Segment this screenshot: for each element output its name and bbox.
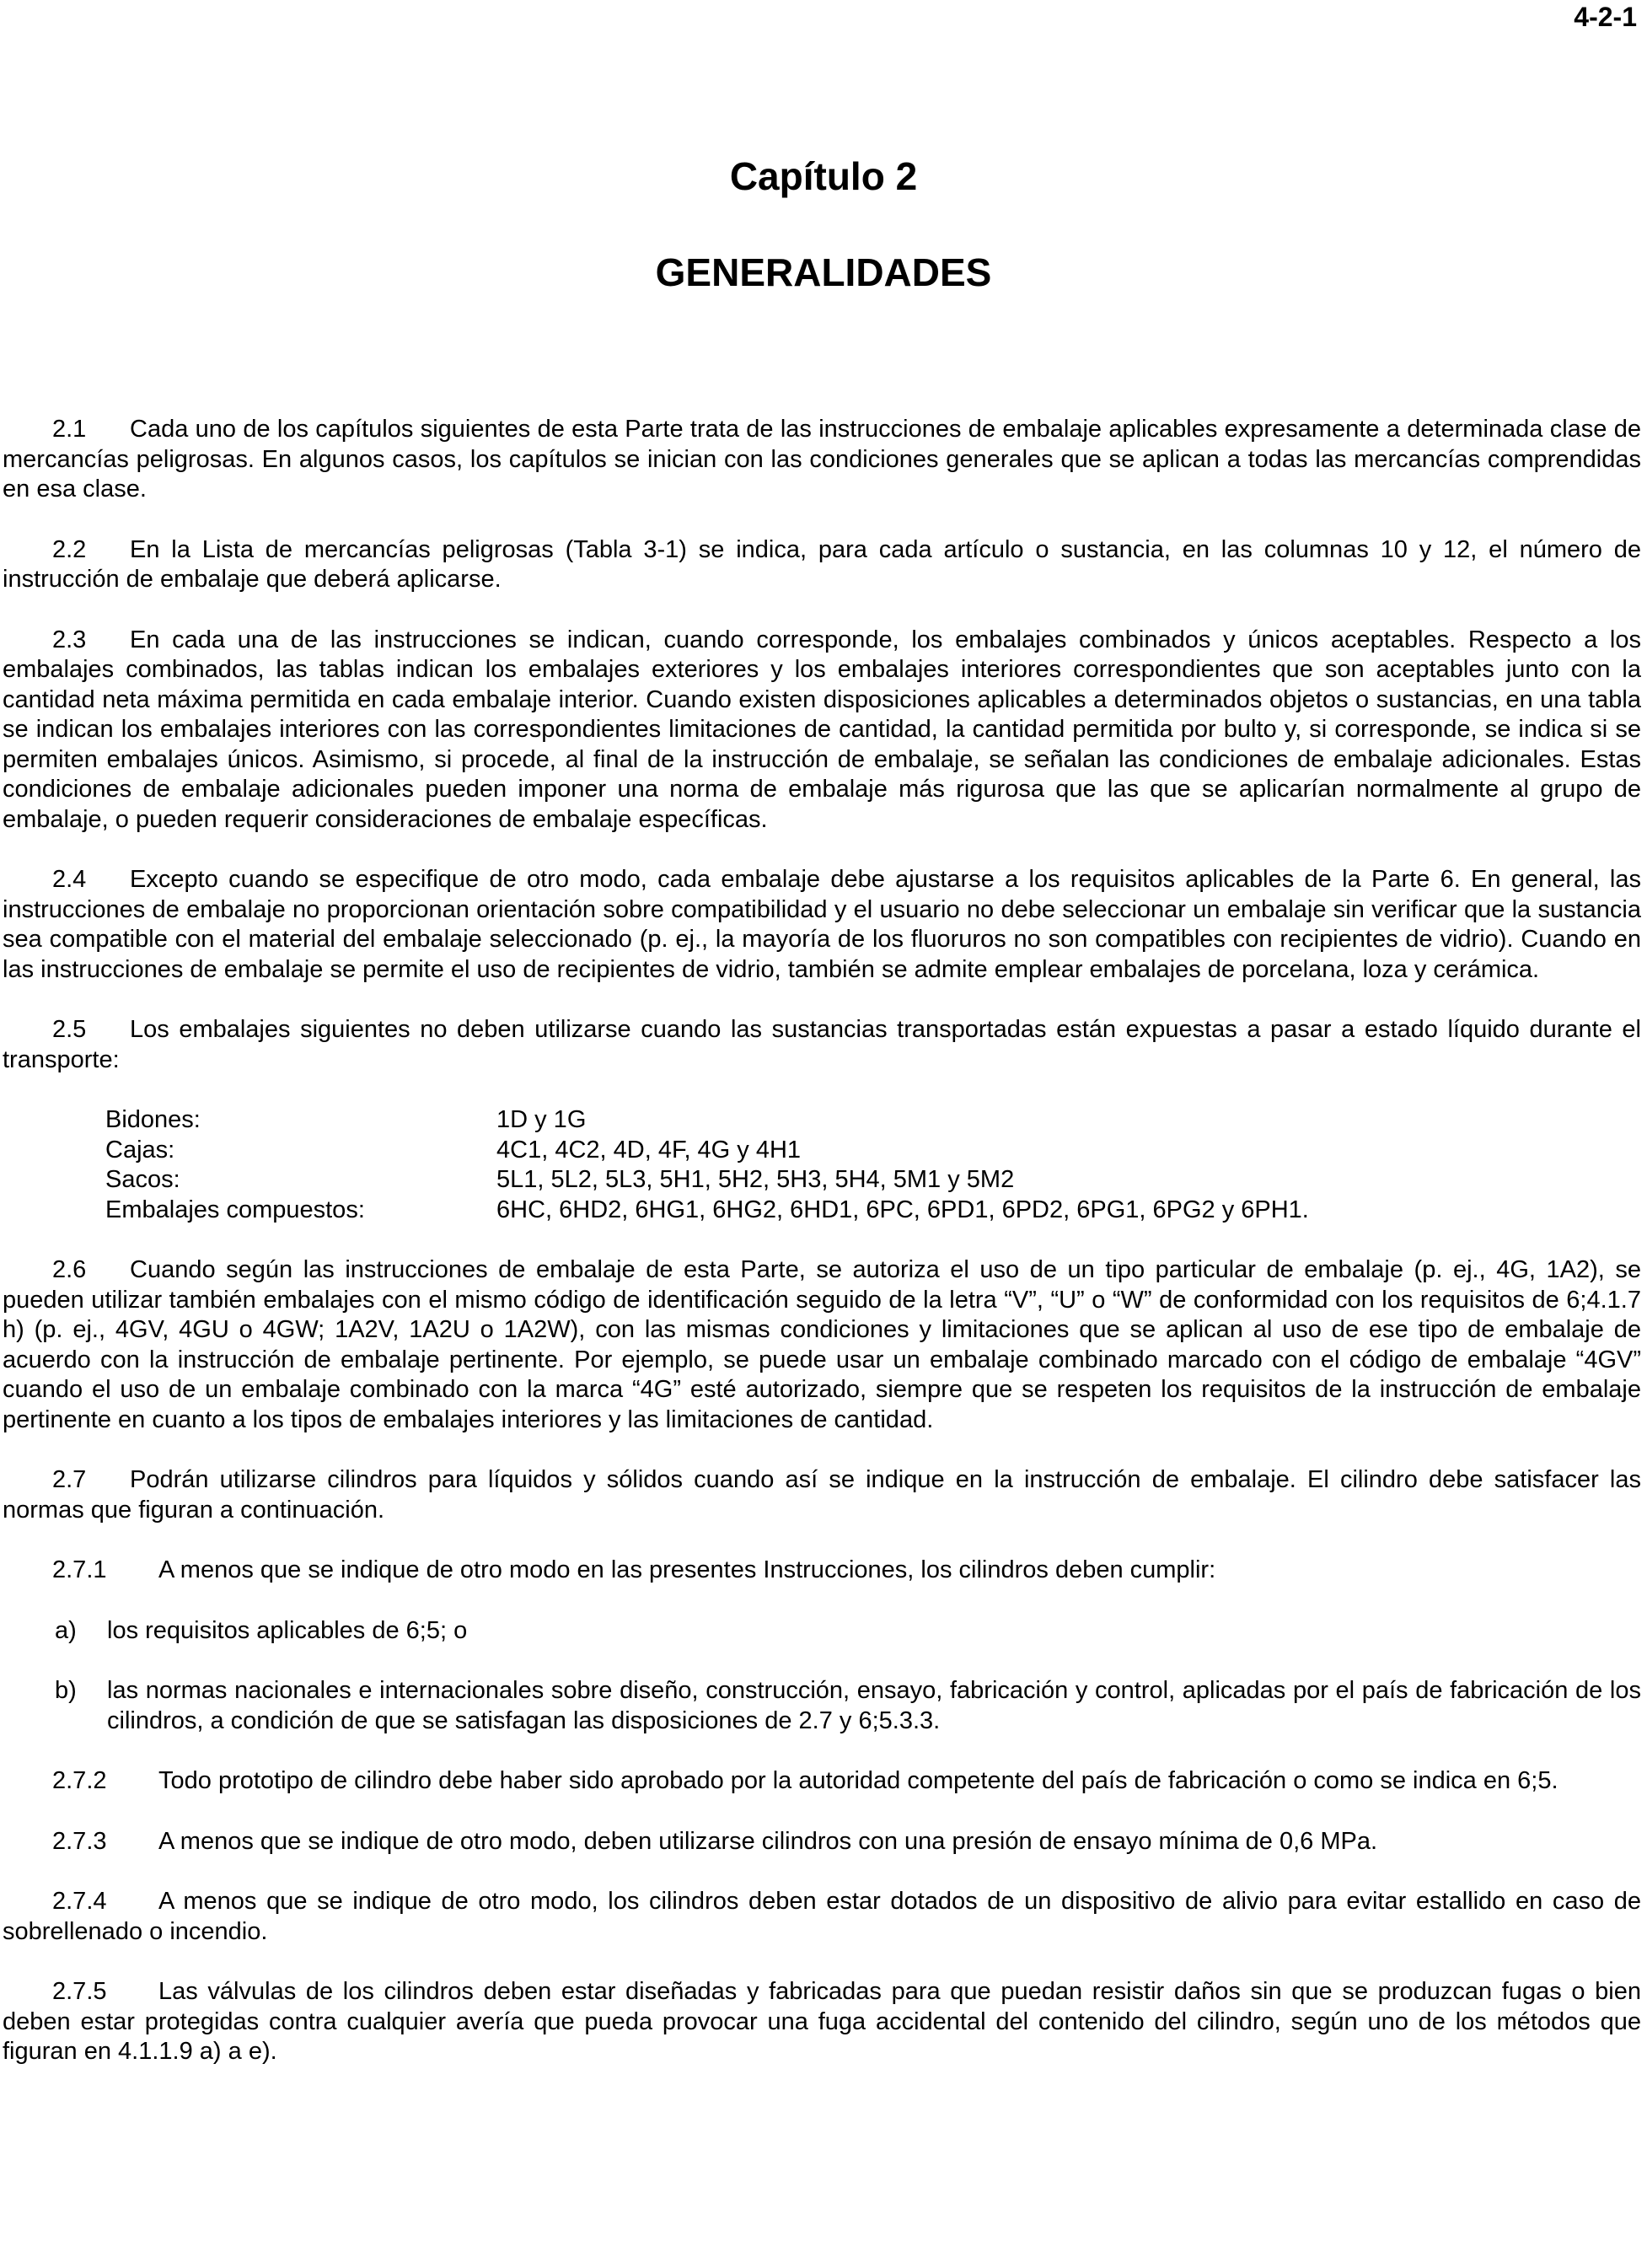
paragraph-number: 2.2	[52, 535, 87, 563]
paragraph-text: Todo prototipo de cilindro debe haber sido aprobado por la autoridad competente del país de fabricación o como se indica en 6;5.	[158, 1767, 1558, 1794]
list-item-b	[3, 1676, 1641, 1736]
list-item	[105, 1136, 1309, 1166]
paragraph-2-2	[3, 535, 1641, 595]
paragraph-number: 2.6	[52, 1256, 87, 1283]
paragraph-number: 2.7.2	[52, 1767, 107, 1794]
list-item-value: 5L1, 5L2, 5L3, 5H1, 5H2, 5H3, 5H4, 5M1 y 5M2	[496, 1166, 1015, 1193]
paragraph-2-7-5	[3, 1977, 1641, 2067]
paragraph-2-1	[3, 415, 1641, 505]
list-item-label: Sacos:	[105, 1166, 180, 1193]
paragraph-text: Los embalajes siguientes no deben utilizarse cuando las sustancias transportadas están expuestas a pasar a estado líquido durante el transporte:	[3, 1016, 1641, 1073]
paragraph-number: 2.4	[52, 866, 87, 893]
paragraph-2-3	[3, 626, 1641, 836]
paragraph-text: Las válvulas de los cilindros deben estar diseñadas y fabricadas para que puedan resistir daños sin que se produzcan fugas o bien deben estar protegidas contra cualquier avería que pueda provocar una fuga accidental del contenido del cilindro, según uno de los métodos que figuran en 4.1.1.9 a) a e).	[3, 1978, 1641, 2065]
paragraph-2-6	[3, 1255, 1641, 1435]
list-item-a	[3, 1616, 1641, 1647]
list-item-label: Embalajes compuestos:	[105, 1196, 365, 1223]
paragraph-2-5	[3, 1015, 1641, 1075]
section-title: GENERALIDADES	[655, 250, 992, 294]
list-item-value: 1D y 1G	[496, 1106, 587, 1133]
paragraph-2-7-4	[3, 1887, 1641, 1947]
paragraph-2-7-2	[3, 1766, 1641, 1797]
list-item-label: Bidones:	[105, 1106, 201, 1133]
paragraph-2-4	[3, 865, 1641, 985]
paragraph-number: 2.5	[52, 1016, 87, 1043]
document-body	[3, 415, 1641, 2098]
paragraph-number: 2.7	[52, 1466, 87, 1493]
paragraph-text: Cuando según las instrucciones de embalaje de esta Parte, se autoriza el uso de un tipo particular de embalaje (p. ej., 4G, 1A2), se pueden utilizar también embalajes con el mismo código de identificación seguido de la letra “V”, “U” o “W” de conformidad con los requisitos de 6;4.1.7 h) (p. ej., 4GV, 4GU o 4GW; 1A2V, 1A2U o 1A2W), con las mismas condiciones y limitaciones que se aplican al uso de ese tipo de embalaje de acuerdo con la instrucción de embalaje pertinente. Por ejemplo, se puede usar un embalaje combinado marcado con el código de embalaje “4GV” cuando el uso de un embalaje combinado con la marca “4G” esté autorizado, siempre que se respeten los requisitos de la instrucción de embalaje pertinente en cuanto a los tipos de embalajes interiores y las limitaciones de cantidad.	[3, 1256, 1641, 1433]
paragraph-number: 2.1	[52, 416, 87, 443]
paragraph-number: 2.3	[52, 626, 87, 653]
paragraph-text: Podrán utilizarse cilindros para líquidos y sólidos cuando así se indique en la instrucción de embalaje. El cilindro debe satisfacer las normas que figuran a continuación.	[3, 1466, 1641, 1524]
paragraph-number: 2.7.5	[52, 1978, 107, 2005]
paragraph-text: A menos que se indique de otro modo, los cilindros deben estar dotados de un dispositivo de alivio para evitar estallido en caso de sobrellenado o incendio.	[3, 1888, 1641, 1945]
paragraph-text: Cada uno de los capítulos siguientes de esta Parte trata de las instrucciones de embalaje aplicables expresamente a determinada clase de mercancías peligrosas. En algunos casos, los capítulos se inician con las condiciones generales que se aplican a todas las mercancías comprendidas en esa clase.	[3, 416, 1641, 503]
page-number: 4-2-1	[1574, 2, 1637, 32]
paragraph-number: 2.7.3	[52, 1827, 107, 1855]
list-item	[105, 1165, 1309, 1196]
list-item-label: Cajas:	[105, 1136, 175, 1164]
paragraph-text: Excepto cuando se especifique de otro modo, cada embalaje debe ajustarse a los requisitos aplicables de la Parte 6. En general, las instrucciones de embalaje no proporcionan orientación sobre compatibilidad y el usuario no debe seleccionar un embalaje sin verificar que la sustancia sea compatible con el material del embalaje seleccionado (p. ej., la mayoría de los fluoruros no son compatibles con recipientes de vidrio). Cuando en las instrucciones de embalaje se permite el uso de recipientes de vidrio, también se admite emplear embalajes de porcelana, loza y cerámica.	[3, 866, 1641, 983]
paragraph-number: 2.7.4	[52, 1888, 107, 1915]
paragraph-text: A menos que se indique de otro modo en las presentes Instrucciones, los cilindros deben cumplir:	[158, 1556, 1216, 1583]
item-letter: b)	[55, 1677, 77, 1704]
item-text: las normas nacionales e internacionales sobre diseño, construcción, ensayo, fabricación y control, aplicadas por el país de fabricación de los cilindros, a condición de que se satisfagan las disposiciones de 2.7 y 6;5.3.3.	[107, 1677, 1641, 1734]
paragraph-2-7-1	[3, 1556, 1641, 1586]
list-item-value: 4C1, 4C2, 4D, 4F, 4G y 4H1	[496, 1136, 802, 1164]
list-item	[105, 1196, 1309, 1226]
list-item	[105, 1105, 1309, 1136]
paragraph-2-7-3	[3, 1827, 1641, 1857]
chapter-title: Capítulo 2	[729, 154, 918, 198]
paragraph-text: En la Lista de mercancías peligrosas (Tabla 3-1) se indica, para cada artículo o sustancia, en las columnas 10 y 12, el número de instrucción de embalaje que deberá aplicarse.	[3, 535, 1641, 593]
item-letter: a)	[55, 1616, 77, 1644]
packaging-list	[105, 1105, 1309, 1225]
paragraph-text: En cada una de las instrucciones se indican, cuando corresponde, los embalajes combinados y únicos aceptables. Respecto a los embalajes combinados, las tablas indican los embalajes exteriores y los embalajes interiores correspondientes que son aceptables junto con la cantidad neta máxima permitida en cada embalaje interior. Cuando existen disposiciones aplicables a determinados objetos o sustancias, en una tabla se indican los embalajes interiores con las correspondientes limitaciones de cantidad, la cantidad permitida por bulto y, si corresponde, se indica si se permiten embalajes únicos. Asimismo, si procede, al final de la instrucción de embalaje, se señalan las condiciones de embalaje adicionales. Estas condiciones de embalaje adicionales pueden imponer una norma de embalaje más rigurosa que las que se aplicarían normalmente al grupo de embalaje, o pueden requerir consideraciones de embalaje específicas.	[3, 626, 1641, 833]
item-text: los requisitos aplicables de 6;5; o	[107, 1616, 468, 1644]
paragraph-text: A menos que se indique de otro modo, deben utilizarse cilindros con una presión de ensayo mínima de 0,6 MPa.	[158, 1827, 1378, 1855]
paragraph-number: 2.7.1	[52, 1556, 107, 1583]
paragraph-2-7	[3, 1465, 1641, 1525]
list-item-value: 6HC, 6HD2, 6HG1, 6HG2, 6HD1, 6PC, 6PD1, 6PD2, 6PG1, 6PG2 y 6PH1.	[496, 1196, 1309, 1223]
